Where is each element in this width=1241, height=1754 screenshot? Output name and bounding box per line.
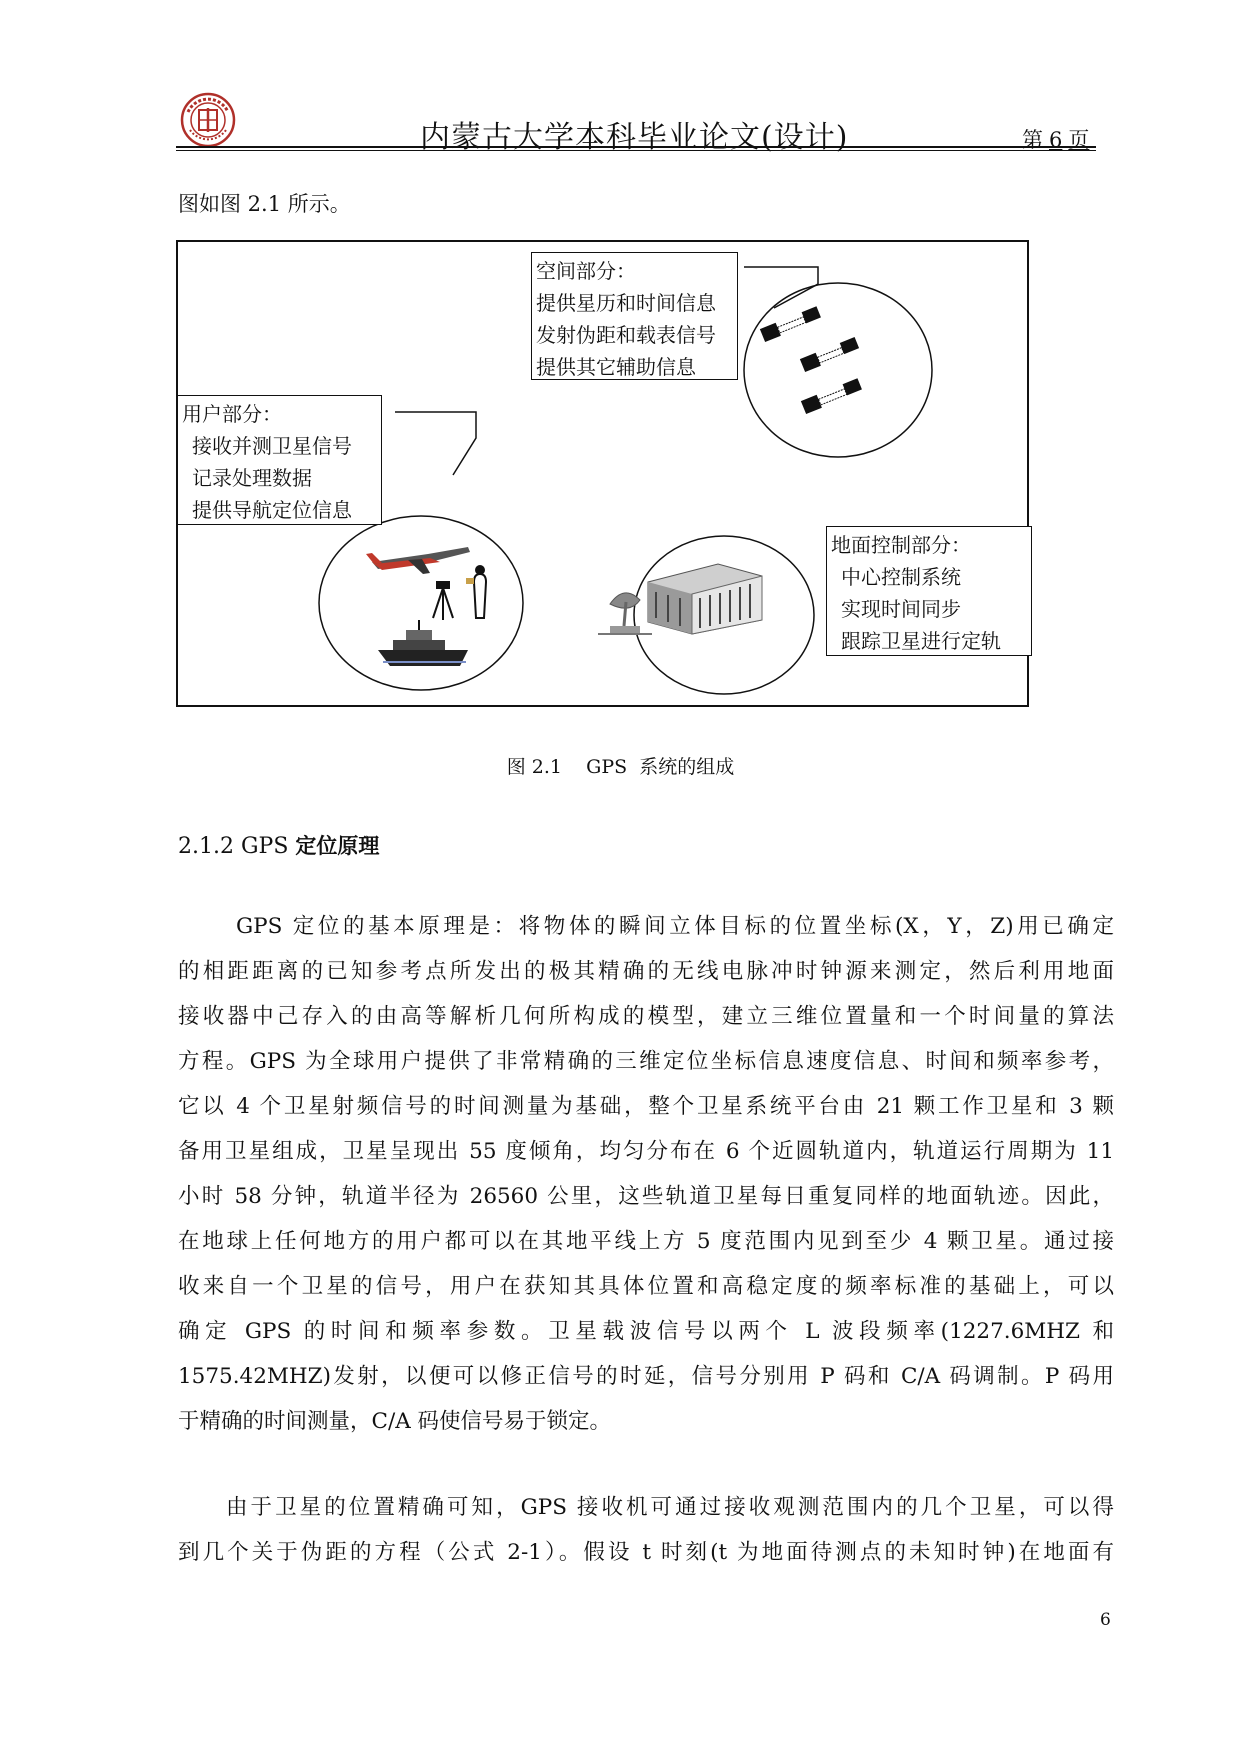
header-title: 内蒙古大学本科毕业论文(设计) [420, 120, 849, 155]
header-rule [176, 146, 1096, 148]
body-paragraph-1 [178, 904, 1114, 1444]
lead-text: 图如图 2.1 所示。 [178, 192, 351, 216]
paragraph-line: 确定 GPS 的时间和频率参数。卫星载波信号以两个 L 波段频率(1227.6MHZ 和 [178, 1319, 1114, 1344]
paragraph-line: 备用卫星组成，卫星呈现出 55 度倾角，均匀分布在 6 个近圆轨道内，轨道运行周期为 11 [178, 1139, 1114, 1164]
university-seal-logo [180, 92, 236, 148]
section-title: 定位原理 [295, 834, 380, 858]
paragraph-line: 接收器中己存入的由高等解析几何所构成的模型，建立三维位置量和一个时间量的算法 [178, 1004, 1114, 1029]
airplane-icon [366, 547, 470, 574]
surveyor-tripod-icon [433, 566, 486, 620]
satellite-icon [801, 378, 863, 414]
paragraph-line: 由于卫星的位置精确可知，GPS 接收机可通过接收观测范围内的几个卫星，可以得 [226, 1495, 1114, 1520]
ground-control-box [826, 526, 1032, 656]
control-building-icon [648, 564, 762, 634]
paragraph-line: 于精确的时间测量，C/A 码使信号易于锁定。 [178, 1409, 612, 1434]
space-box-item: 发射伪距和载表信号 [536, 323, 716, 347]
ground-box-item: 实现时间同步 [841, 597, 961, 621]
page-prefix: 第 [1022, 128, 1043, 152]
user-box-title: 用户部分： [182, 402, 282, 426]
ground-box-item: 中心控制系统 [841, 565, 961, 589]
paragraph-line: 1575.42MHZ)发射，以便可以修正信号的时延，信号分别用 P 码和 C/A 码调制。P 码用 [178, 1364, 1114, 1389]
user-segment-box [177, 395, 382, 525]
user-box-item: 接收并测卫星信号 [192, 434, 352, 458]
satellite-dish-icon [598, 593, 652, 634]
page-suffix: 页 [1068, 128, 1090, 152]
section-number: 2.1.2 GPS [178, 834, 289, 859]
user-box-item: 记录处理数据 [192, 466, 312, 490]
paragraph-line: GPS 定位的基本原理是：将物体的瞬间立体目标的位置坐标(X，Y，Z)用已确定 [236, 914, 1114, 939]
paragraph-line: 在地球上任何地方的用户都可以在其地平线上方 5 度范围内见到至少 4 颗卫星。通过接 [178, 1229, 1114, 1254]
satellite-icon [800, 337, 860, 372]
page-num: 6 [1049, 128, 1063, 152]
paragraph-line: 收来自一个卫星的信号，用户在获知其具体位置和高稳定度的频率标准的基础上，可以 [178, 1274, 1114, 1299]
body-paragraph-2 [178, 1485, 1114, 1575]
ground-box-item: 跟踪卫星进行定轨 [841, 629, 1001, 653]
figure-caption: 图 2.1 GPS 系统的组成 [506, 756, 735, 778]
header-rule-thin [176, 150, 1096, 151]
section-heading [178, 830, 379, 860]
paragraph-line: 的相距距离的已知参考点所发出的极其精确的无线电脉冲时钟源来测定，然后利用地面 [178, 959, 1114, 984]
space-segment-circle [744, 283, 932, 457]
user-leader-line [395, 412, 476, 475]
space-box-item: 提供星历和时间信息 [536, 291, 716, 315]
user-box-item: 提供导航定位信息 [192, 498, 352, 522]
paragraph-line: 小时 58 分钟，轨道半径为 26560 公里，这些轨道卫星每日重复同样的地面轨迹。因此， [178, 1184, 1114, 1209]
paragraph-line: 它以 4 个卫星射频信号的时间测量为基础，整个卫星系统平台由 21 颗工作卫星和 3 颗 [178, 1094, 1114, 1119]
space-box-item: 提供其它辅助信息 [536, 355, 696, 379]
paragraph-line: 到几个关于伪距的方程（公式 2-1）。假设 t 时刻(t 为地面待测点的未知时钟)在地面有 [178, 1540, 1114, 1565]
space-segment-box [531, 252, 738, 380]
space-box-title: 空间部分： [536, 259, 636, 283]
page-folio: 6 [1100, 1610, 1111, 1630]
paragraph-line: 方程。GPS 为全球用户提供了非常精确的三维定位坐标信息速度信息、时间和频率参考， [178, 1049, 1114, 1074]
gps-system-figure [176, 240, 1029, 707]
ground-box-title: 地面控制部分： [831, 533, 971, 557]
ship-icon [378, 620, 468, 666]
